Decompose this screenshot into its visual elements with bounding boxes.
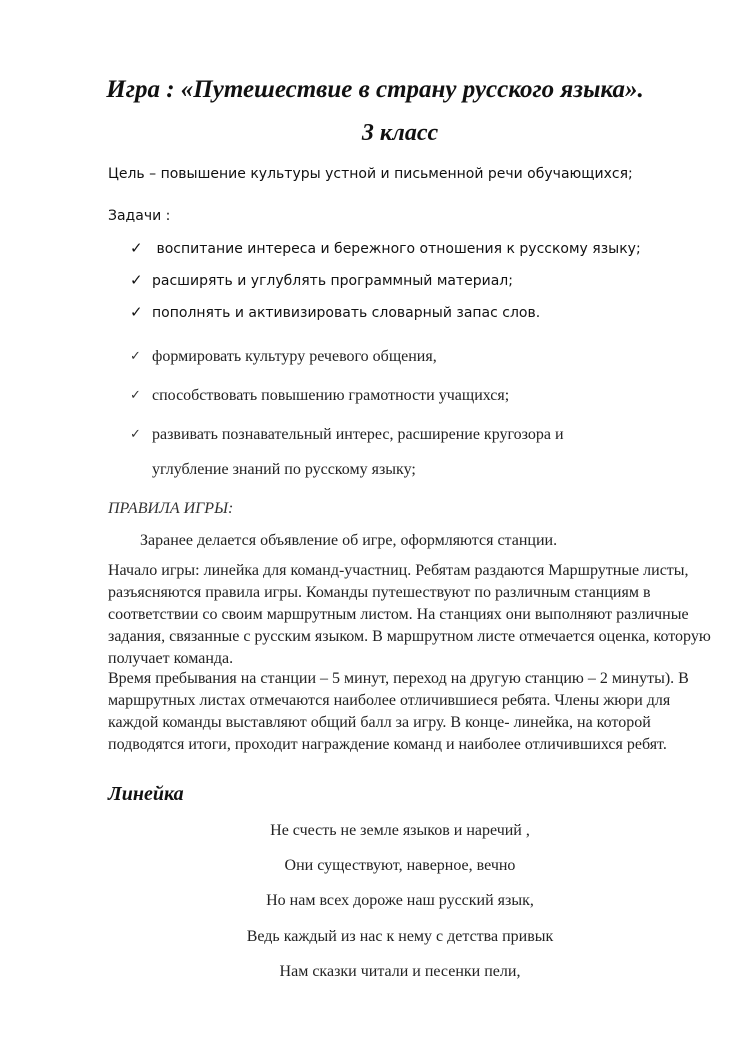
poem-line: Они существуют, наверное, вечно bbox=[284, 857, 516, 874]
task-text: пополнять и активизировать словарный запас слов. bbox=[152, 305, 541, 321]
rules-paragraph: Время пребывания на станции – 5 минут, переход на другую станцию – 2 минуты). В маршрутных листах отмечаются наиболее отличившиеся ребята. Члены жюри для каждой команды выставляют общий балл за игру. В конце- линейка, на которой подводятся итоги, проходит награждение команд и наиболее отличившихся ребят. bbox=[108, 670, 689, 753]
poem-line: Ведь каждый из нас к нему с детства привык bbox=[246, 928, 554, 945]
poem-line: Не счесть не земле языков и наречий , bbox=[270, 822, 530, 839]
rules-paragraph: Начало игры: линейка для команд-участниц. Ребятам раздаются Маршрутные листы, разъясняются правила игры. Команды путешествуют по различным станциям в соответствии со своим маршрутным листом. На станциях они выполняют различные задания, связанные с русским языком. В маршрутном листе отмечается оценка, которую получает команда. bbox=[108, 562, 711, 667]
poem-line: Но нам всех дороже наш русский язык, bbox=[266, 892, 534, 909]
list-item bbox=[130, 385, 690, 407]
task-text: расширять и углублять программный материал; bbox=[152, 273, 513, 289]
task-text: способствовать повышению грамотности учащихся; bbox=[152, 387, 510, 404]
rules-heading: ПРАВИЛА ИГРЫ: bbox=[108, 500, 234, 517]
grade-heading: 3 класс bbox=[361, 120, 439, 146]
task-text: формировать культуру речевого общения, bbox=[152, 348, 437, 365]
checkmark-icon: ✓ bbox=[130, 427, 141, 442]
rules-intro: Заранее делается объявление об игре, оформляются станции. bbox=[140, 532, 558, 549]
secondary-task-list bbox=[130, 346, 690, 498]
task-text: развивать познавательный интерес, расширение кругозора и bbox=[152, 426, 564, 443]
checkmark-icon: ✓ bbox=[130, 239, 143, 257]
task-text-continuation: углубление знаний по русскому языку; bbox=[152, 461, 416, 478]
checkmark-icon: ✓ bbox=[130, 388, 141, 403]
checkmark-icon: ✓ bbox=[130, 349, 141, 364]
list-item bbox=[130, 238, 641, 270]
list-item bbox=[130, 424, 690, 481]
document-title: Игра : «Путешествие в страну русского языка». bbox=[106, 76, 644, 103]
list-item bbox=[130, 346, 690, 368]
checkmark-icon: ✓ bbox=[130, 271, 143, 289]
primary-task-list bbox=[130, 238, 641, 334]
tasks-label: Задачи : bbox=[108, 208, 171, 224]
checkmark-icon: ✓ bbox=[130, 303, 143, 321]
list-item bbox=[130, 270, 641, 302]
list-item bbox=[130, 302, 641, 334]
goal-text: Цель – повышение культуры устной и письменной речи обучающихся; bbox=[108, 166, 633, 182]
lineika-heading: Линейка bbox=[108, 783, 184, 805]
task-text: воспитание интереса и бережного отношения к русскому языку; bbox=[152, 241, 641, 257]
poem-line: Нам сказки читали и песенки пели, bbox=[279, 963, 521, 980]
